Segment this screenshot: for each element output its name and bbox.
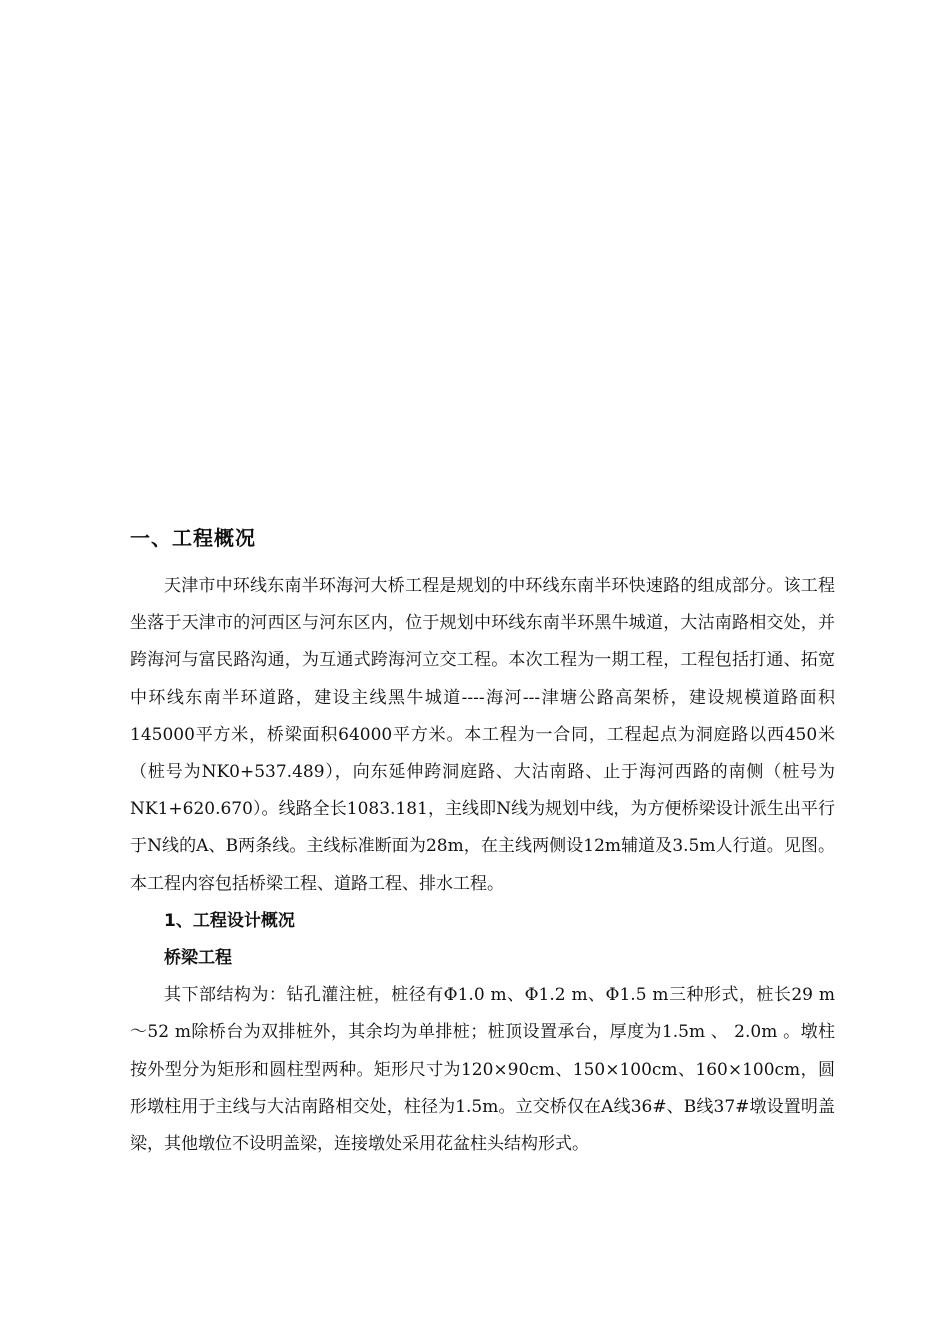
- subsection-heading: 1、工程设计概况: [164, 910, 295, 931]
- paragraph-bridge-substructure: 其下部结构为：钻孔灌注桩，桩径有Φ1.0 m、Φ1.2 m、Φ1.5 m三种形式，桩长29 m～52 m除桥台为双排桩外，其余均为单排桩；桩顶设置承台，厚度为1.5m 、 2.0m 。墩柱按外型分为矩形和圆柱型两种。矩形尺寸为120×90cm、150×100cm、160×100cm，圆形墩柱用于主线与大沽南路相交处，柱径为1.5m。立交桥仅在A线36#、B线37#墩设置明盖梁，其他墩位不设明盖梁，连接墩处采用花盆柱头结构形式。: [130, 985, 835, 1155]
- document-body: [130, 520, 835, 1163]
- paragraph-project-overview: 天津市中环线东南半环海河大桥工程是规划的中环线东南半环快速路的组成部分。该工程坐落于天津市的河西区与河东区内，位于规划中环线东南半环黑牛城道，大沽南路相交处，并跨海河与富民路沟通，为互通式跨海河立交工程。本次工程为一期工程，工程包括打通、拓宽中环线东南半环道路，建设主线黑牛城道----海河---津塘公路高架桥，建设规模道路面积145000平方米，桥梁面积64000平方米。本工程为一合同，工程起点为洞庭路以西450米（桩号为NK0+537.489），向东延伸跨洞庭路、大沽南路、止于海河西路的南侧（桩号为NK1+620.670）。线路全长1083.181，主线即N线为规划中线，为方便桥梁设计派生出平行于N线的A、B两条线。主线标准断面为28m，在主线两侧设12m辅道及3.5m人行道。见图。本工程内容包括桥梁工程、道路工程、排水工程。: [130, 576, 835, 894]
- subsubsection-heading: 桥梁工程: [164, 948, 232, 969]
- section-heading: 一、工程概况: [130, 526, 256, 550]
